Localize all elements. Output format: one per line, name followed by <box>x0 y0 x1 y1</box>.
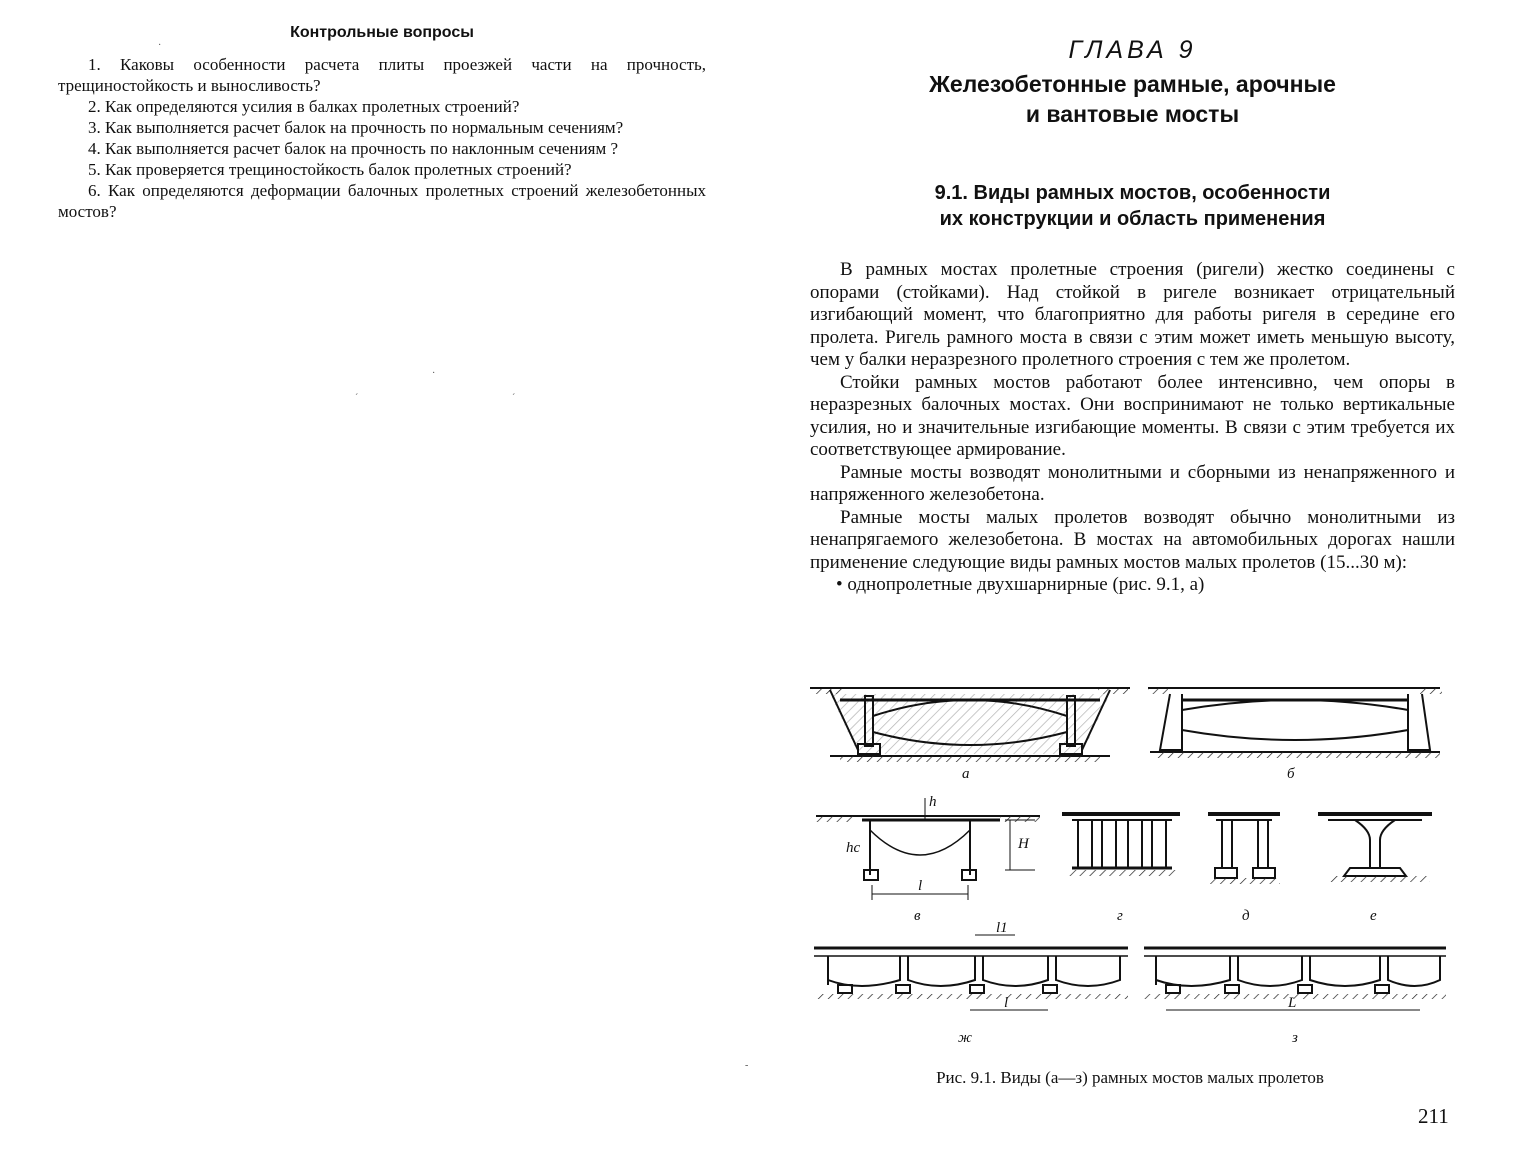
question-4: 4. Как выполняется расчет балок на прочность по наклонным сечениям ? <box>88 139 619 158</box>
label-b: б <box>1287 766 1295 782</box>
label-v: в <box>914 908 921 924</box>
scan-speck: - <box>745 1060 749 1071</box>
label-d: д <box>1242 908 1250 924</box>
scan-speck: ´ <box>512 393 516 404</box>
section-title-line-1: 9.1. Виды рамных мостов, особенности <box>934 182 1331 204</box>
question-6: 6. Как определяются деформации балочных пролетных строений железобетонных мостов? <box>58 181 706 221</box>
chapter-title <box>810 69 1455 129</box>
dim-l1: l1 <box>996 920 1008 936</box>
label-g: г <box>1117 908 1123 924</box>
figure-frame-bridges <box>810 680 1450 1050</box>
chapter-label: ГЛАВА 9 <box>1068 36 1197 64</box>
scan-speck: · <box>432 368 436 379</box>
question-2: 2. Как определяются усилия в балках пролетных строений? <box>88 97 520 116</box>
bullet-item: • однопролетные двухшарнирные (рис. 9.1, а) <box>836 574 1205 595</box>
paragraph-3: Рамные мосты возводят монолитными и сборными из ненапряженного и напряженного железобетона. <box>810 461 1455 505</box>
left-page <box>58 22 706 222</box>
label-e: е <box>1370 908 1377 924</box>
paragraph-2: Стойки рамных мостов работают более интенсивно, чем опоры в неразрезных балочных мостах. Они воспринимают не только вертикальные усилия, но и значительные изгибающие моменты. В связи с этим требуется их соответствующее армирование. <box>810 371 1455 460</box>
diagram-b <box>1148 688 1442 758</box>
question-3: 3. Как выполняется расчет балок на прочность по нормальным сечениям? <box>88 118 624 137</box>
control-questions-heading: Контрольные вопросы <box>290 24 474 41</box>
paragraph-1: В рамных мостах пролетные строения (ригели) жестко соединены с опорами (стойками). Над стойкой в ригеле возникает отрицательный изгибающий момент, что благоприятно для работы ригеля в середине его пролета. Ригель рамного моста в связи с этим может иметь меньшую высоту, чем у балки неразрезного пролетного строения с тем же пролетом. <box>810 259 1455 370</box>
chapter-title-line-1: Железобетонные рамные, арочные <box>929 71 1336 97</box>
dim-l-zh: l <box>1004 995 1009 1011</box>
question-1: 1. Каковы особенности расчета плиты проезжей части на прочность, трещиностойкость и выносливость? <box>58 55 706 95</box>
paragraph-4: Рамные мосты малых пролетов возводят обычно монолитными из ненапрягаемого железобетона. В мостах на автомобильных дорогах нашли применение следующие виды рамных мостов малых пролетов (15...30 м): <box>810 506 1455 573</box>
figure-caption: Рис. 9.1. Виды (а—з) рамных мостов малых пролетов <box>936 1068 1324 1087</box>
diagram-d <box>1208 814 1280 884</box>
dim-hc: hс <box>846 840 861 856</box>
label-zh: ж <box>958 1030 972 1046</box>
diagram-zh <box>814 935 1128 1010</box>
right-page <box>810 36 1455 597</box>
label-a: а <box>962 766 970 782</box>
dim-h: h <box>929 794 937 810</box>
diagram-g <box>1062 814 1180 876</box>
question-5: 5. Как проверяется трещиностойкость балок пролетных строений? <box>88 160 572 179</box>
dim-L: L <box>1288 995 1297 1011</box>
section-title <box>810 180 1455 232</box>
dim-l-v: l <box>918 878 923 894</box>
scan-speck: · <box>158 40 162 51</box>
chapter-title-line-2: и вантовые мосты <box>1025 101 1240 127</box>
page-number: 211 <box>1418 1104 1449 1128</box>
diagram-e <box>1318 814 1432 882</box>
label-z: з <box>1292 1030 1298 1046</box>
section-title-line-2: их конструкции и область применения <box>939 208 1326 230</box>
dim-H: H <box>1018 836 1029 852</box>
diagram-a <box>810 688 1130 762</box>
scan-speck: ´ <box>355 393 359 404</box>
